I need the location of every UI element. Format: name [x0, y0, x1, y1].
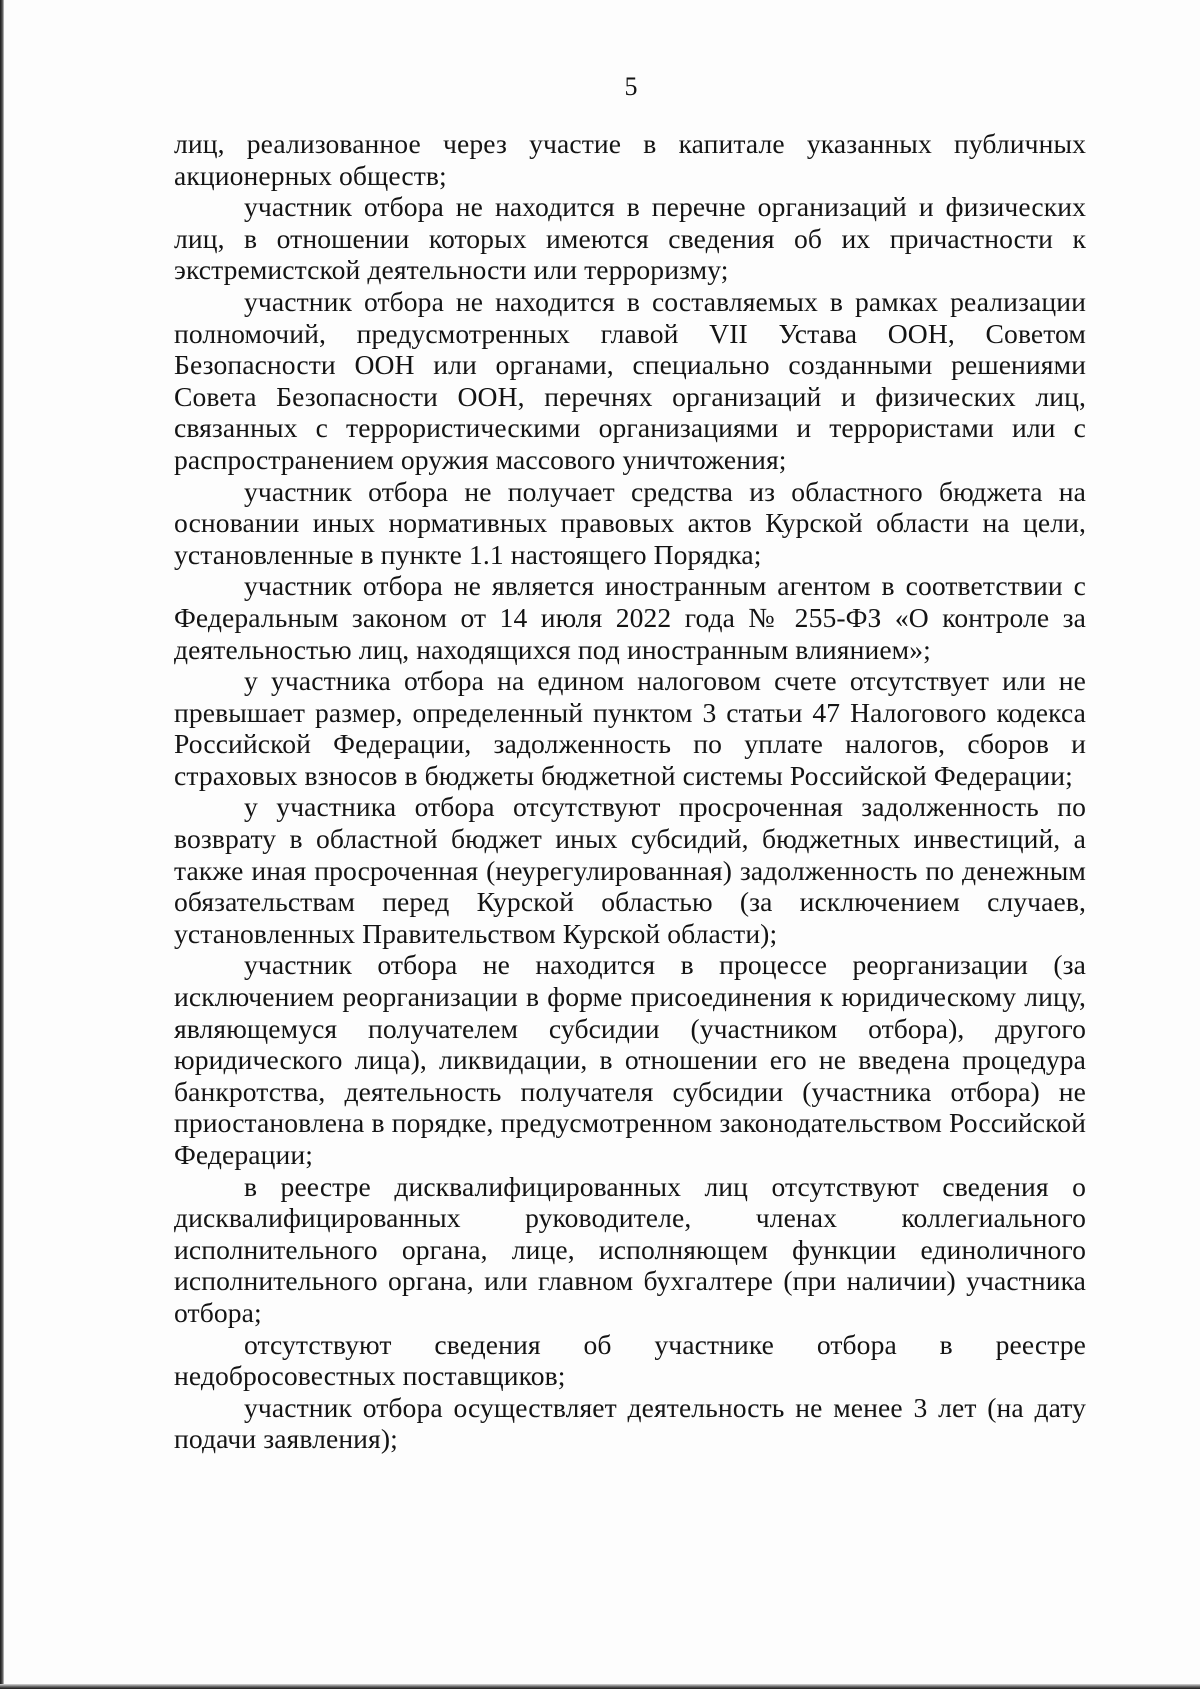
- scan-edge-bottom: [0, 1684, 1200, 1689]
- paragraph-5: участник отбора не является иностранным агентом в соответствии с Федеральным законом от 14 июля 2022 года № 255-ФЗ «О контроле за деятельностью лиц, находящихся под иностранным влиянием»;: [174, 570, 1086, 665]
- paragraph-1: лиц, реализованное через участие в капитале указанных публичных акционерных обществ;: [174, 128, 1086, 191]
- paragraph-2: участник отбора не находится в перечне организаций и физических лиц, в отношении которых имеются сведения об их причастности к экстремистской деятельности или терроризму;: [174, 191, 1086, 286]
- paragraph-7: у участника отбора отсутствуют просроченная задолженность по возврату в областной бюджет иных субсидий, бюджетных инвестиций, а также иная просроченная (неурегулированная) задолженность по денежным обязательствам перед Курской областью (за исключением случаев, установленных Правительством Курской области);: [174, 791, 1086, 949]
- document-body: [174, 128, 1086, 1455]
- paragraph-6: у участника отбора на едином налоговом счете отсутствует или не превышает размер, определенный пунктом 3 статьи 47 Налогового кодекса Российской Федерации, задолженность по уплате налогов, сборов и страховых взносов в бюджеты бюджетной системы Российской Федерации;: [174, 665, 1086, 791]
- paragraph-3: участник отбора не находится в составляемых в рамках реализации полномочий, предусмотренных главой VII Устава ООН, Советом Безопасности ООН или органами, специально созданными решениями Совета Безопасности ООН, перечнях организаций и физических лиц, связанных с террористическими организациями и террористами или с распространением оружия массового уничтожения;: [174, 285, 1086, 475]
- paragraph-11: участник отбора осуществляет деятельность не менее 3 лет (на дату подачи заявления);: [174, 1391, 1086, 1455]
- paragraph-10: отсутствуют сведения об участнике отбора в реестре недобросовестных поставщиков;: [174, 1328, 1086, 1392]
- scan-edge-left: [0, 0, 4, 1689]
- paragraph-9: в реестре дисквалифицированных лиц отсутствуют сведения о дисквалифицированных руководителе, членах коллегиального исполнительного органа, лице, исполняющем функции единоличного исполнительного органа, или главном бухгалтере (при наличии) участника отбора;: [174, 1170, 1086, 1328]
- page-number: 5: [624, 72, 638, 101]
- paragraph-8: участник отбора не находится в процессе реорганизации (за исключением реорганизации в форме присоединения к юридическому лицу, являющемуся получателем субсидии (участником отбора), другого юридического лица), ликвидации, в отношении его не введена процедура банкротства, деятельность получателя субсидии (участника отбора) не приостановлена в порядке, предусмотренном законодательством Российской Федерации;: [174, 949, 1086, 1170]
- paragraph-4: участник отбора не получает средства из областного бюджета на основании иных нормативных правовых актов Курской области на цели, установленные в пункте 1.1 настоящего Порядка;: [174, 475, 1086, 570]
